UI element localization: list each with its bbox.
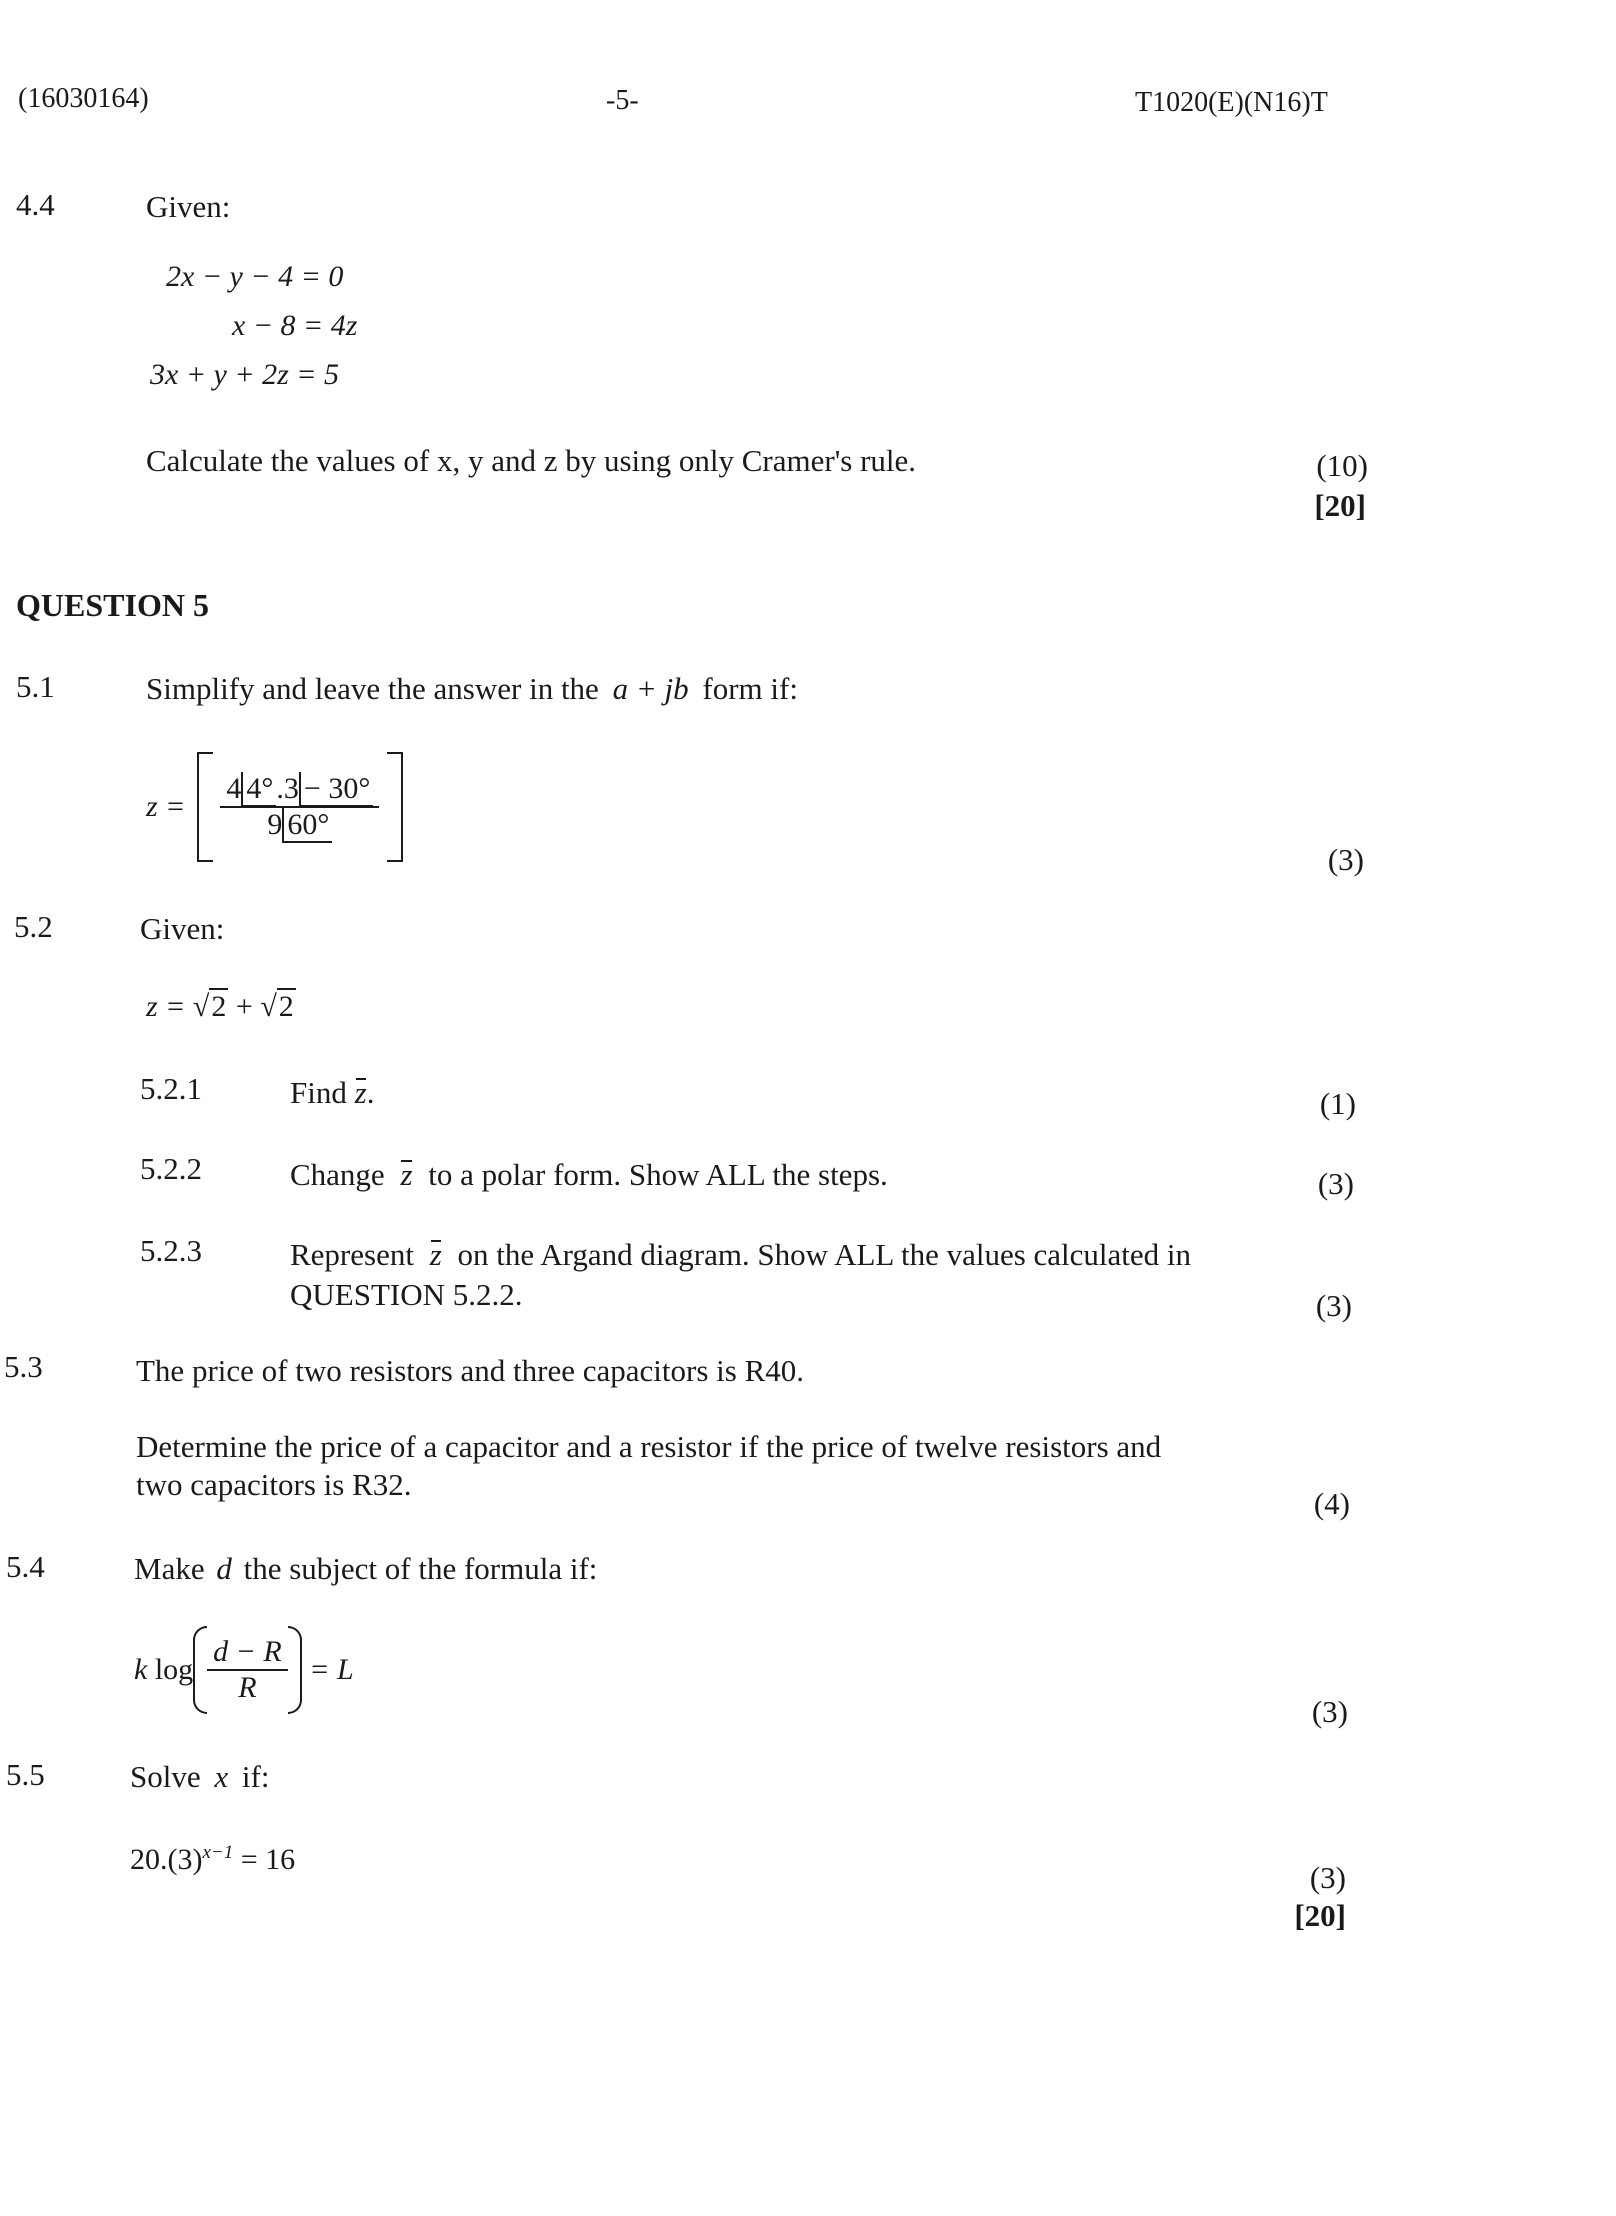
- question-title: QUESTION 5: [16, 587, 209, 623]
- angle-3: 60°: [282, 808, 332, 843]
- text-after: the subject of the formula if:: [243, 1551, 598, 1586]
- question-text: two capacitors is R32.: [136, 1467, 412, 1502]
- question-text: Determine the price of a capacitor and a resistor if the price of twelve resistors and: [136, 1429, 1162, 1464]
- rhs: = L: [309, 1653, 354, 1686]
- radicand: 2: [278, 990, 294, 1023]
- angle-2: − 30°: [299, 772, 373, 807]
- k: k: [134, 1653, 148, 1686]
- instruction-text: Calculate the values of x, y and z by using only Cramer's rule.: [146, 443, 917, 478]
- z-definition: [146, 990, 296, 1024]
- square-root: √2: [260, 990, 294, 1023]
- given-label: Given:: [146, 189, 231, 224]
- question-text: The price of two resistors and three capacitors is R40.: [136, 1353, 805, 1388]
- question-number: 5.5: [6, 1757, 45, 1792]
- den-magnitude: 9: [267, 808, 283, 841]
- question-text: [130, 1758, 269, 1795]
- right-paren: [288, 1626, 302, 1714]
- num-magnitude-2: .3: [276, 772, 299, 805]
- fraction: [220, 772, 379, 842]
- section-total: [20]: [1314, 488, 1366, 523]
- text-after: .: [366, 1075, 375, 1110]
- equation-3: 3x + y + 2z = 5: [150, 358, 340, 391]
- base: 20.(3): [130, 1843, 203, 1876]
- conjugate-z: z: [429, 1237, 442, 1272]
- plus-sign: +: [235, 990, 253, 1023]
- question-number: 5.4: [6, 1549, 45, 1584]
- given-label: Given:: [140, 911, 225, 946]
- marks: (3): [1327, 842, 1364, 877]
- question-number: 5.2: [14, 909, 53, 944]
- text-before: Find: [290, 1075, 347, 1110]
- subquestion-text: [290, 1074, 374, 1111]
- subquestion-text-line2: QUESTION 5.2.2.: [290, 1277, 523, 1312]
- text-before: Make: [134, 1551, 205, 1586]
- marks: (10): [1316, 448, 1368, 483]
- marks: (4): [1313, 1486, 1350, 1521]
- marks: (3): [1309, 1860, 1346, 1895]
- numerator: d − R: [207, 1635, 288, 1671]
- denominator: R: [238, 1671, 257, 1704]
- subquestion-number: 5.2.2: [140, 1151, 202, 1186]
- variable-d: d: [216, 1551, 232, 1586]
- question-number: 5.3: [4, 1349, 43, 1384]
- complex-expression: [146, 752, 403, 862]
- square-root: √2: [192, 990, 227, 1023]
- right-bracket: [387, 752, 403, 862]
- conjugate-z: z: [400, 1157, 413, 1192]
- angle-1: 4°: [241, 772, 276, 807]
- question-number: 4.4: [16, 187, 55, 222]
- numerator: [220, 772, 379, 808]
- num-magnitude-1: 4: [226, 772, 242, 805]
- subquestion-number: 5.2.3: [140, 1233, 202, 1268]
- text-before: Simplify and leave the answer in the: [146, 671, 599, 706]
- text-before: Change: [290, 1157, 385, 1192]
- conjugate-z: z: [354, 1075, 367, 1110]
- equation-1: 2x − y − 4 = 0: [166, 260, 344, 293]
- exponent: x−1: [202, 1842, 234, 1863]
- log: log: [154, 1653, 194, 1686]
- text-after: if:: [241, 1759, 270, 1794]
- rhs: = 16: [240, 1843, 296, 1876]
- equation-2: x − 8 = 4z: [232, 309, 358, 342]
- marks: (3): [1311, 1694, 1348, 1729]
- radicand: 2: [211, 990, 227, 1023]
- subquestion-number: 5.2.1: [140, 1071, 202, 1106]
- question-number: 5.1: [16, 669, 55, 704]
- marks: (3): [1317, 1166, 1354, 1201]
- left-bracket: [197, 752, 213, 862]
- question-text: [134, 1550, 597, 1587]
- text-before: Solve: [130, 1759, 201, 1794]
- header-left: (16030164): [18, 83, 149, 114]
- text-after: on the Argand diagram. Show ALL the values calculated in: [457, 1237, 1192, 1272]
- marks: (3): [1315, 1288, 1352, 1323]
- left-paren: [193, 1626, 207, 1714]
- subquestion-text: [290, 1156, 888, 1193]
- section-total: [20]: [1294, 1898, 1346, 1933]
- z-equals: z =: [146, 790, 186, 823]
- header-page-number: -5-: [606, 85, 639, 116]
- header-right: T1020(E)(N16)T: [1135, 87, 1328, 118]
- question-text: [146, 670, 798, 707]
- fraction: [207, 1635, 288, 1705]
- text-before: Represent: [290, 1237, 414, 1272]
- denominator: [220, 808, 379, 842]
- subquestion-text: [290, 1236, 1191, 1273]
- exponential-equation: [130, 1842, 295, 1877]
- variable-x: x: [214, 1759, 229, 1794]
- text-after: to a polar form. Show ALL the steps.: [428, 1157, 888, 1192]
- z-equals: z =: [146, 990, 186, 1023]
- complex-form: a + jb: [612, 671, 689, 706]
- marks: (1): [1319, 1086, 1356, 1121]
- log-formula: [134, 1626, 354, 1714]
- text-after: form if:: [702, 671, 798, 706]
